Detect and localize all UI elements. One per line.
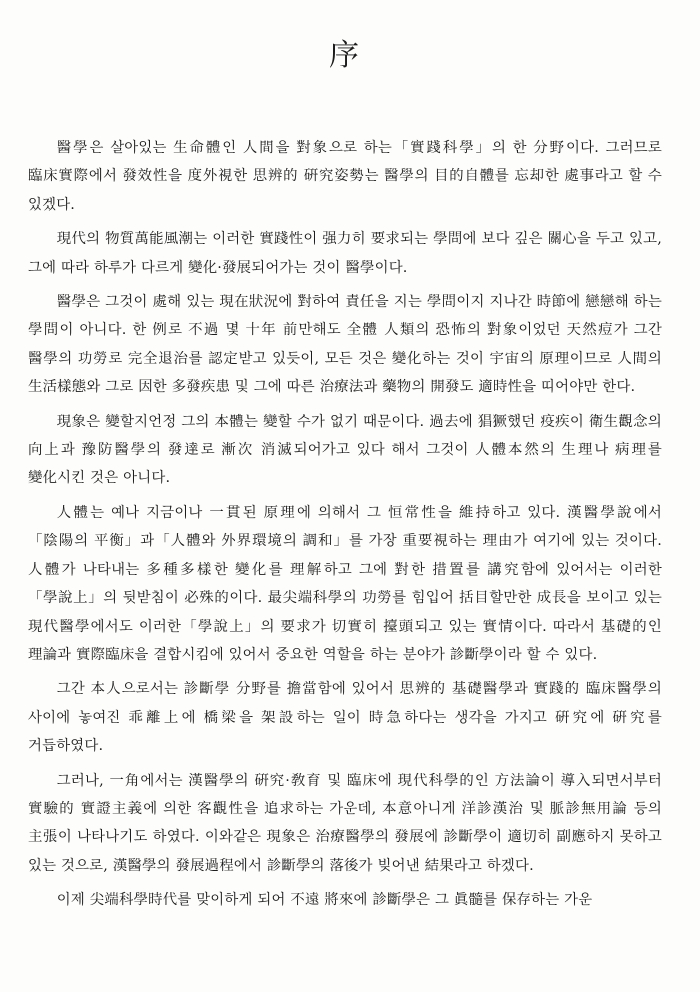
paragraph: 現代의 物質萬能風潮는 이러한 實踐性이 强力히 要求되는 學問에 보다 깊은 關心을 두고 있고, 그에 따라 하루가 다르게 變化·發展되어가는 것이 醫學이다. (28, 231, 662, 276)
paragraph: 醫學은 살아있는 生命體인 人間을 對象으로 하는「實踐科學」의 한 分野이다. 그러므로 臨床實際에서 發效性을 度外視한 思辨的 硏究姿勢는 醫學의 目的自體를 忘却한 處事라고 할 수 있겠다. (28, 140, 662, 213)
paragraph: 醫學은 그것이 處해 있는 現在狀況에 對하여 責任을 지는 學問이지 지나간 時節에 戀戀해 하는 學問이 아니다. 한 例로 不過 몇 十年 前만해도 全體 人類의 恐怖의 對象이었던 天然痘가 그간 醫學의 功勞로 完全退治를 認定받고 있듯이, 모든 것은 變化하는 것이 宇宙의 原理이므로 人間의 生活樣態와 그로 因한 多發疾患 및 그에 따른 治療法과 藥物의 開發도 適時性을 띠어야만 한다. (28, 294, 662, 396)
paragraph: 이제 尖端科學時代를 맞이하게 되어 不遠 將來에 診斷學은 그 眞髓를 保存하는 가운 (56, 892, 593, 909)
paragraph: 그러나, 一角에서는 漢醫學의 硏究·敎育 및 臨床에 現代科學的인 方法論이 導入되면서부터 實驗的 實證主義에 의한 客觀性을 追求하는 가운데, 本意아니게 洋診漢治 및 脈診無用論 등의 主張이 나타나기도 하였다. 이와같은 現象은 治療醫學의 發展에 診斷學이 適切히 副應하지 못하고 있는 것으로, 漢醫學의 發展過程에서 診斷學의 落後가 빚어낸 結果라고 하겠다. (28, 772, 662, 874)
paragraph: 그간 本人으로서는 診斷學 分野를 擔當함에 있어서 思辨的 基礎醫學과 實踐的 臨床醫學의 사이에 놓여진 乖離上에 橋梁을 架設하는 일이 時急하다는 생각을 가지고 硏究에 硏究를 거듭하였다. (28, 681, 662, 755)
paragraph: 人體는 예나 지금이나 一貫된 原理에 의해서 그 恒常性을 維持하고 있다. 漢醫學說에서「陰陽의 平衡」과「人體와 外界環境의 調和」를 가장 重要視하는 理由가 여기에 있는 것이다. 人體가 나타내는 多種多樣한 變化를 理解하고 그에 對한 措置를 講究함에 있어서는 이러한「學說上」의 뒷받침이 必殊的이다. 最尖端科學의 功勞를 힘입어 括目할만한 成長을 보이고 있는 現代醫學에서도 이러한「學說上」의 要求가 切實히 擡頭되고 있는 實情이다. 따라서 基礎的인 理論과 實際臨床을 결합시킴에 있어서 중요한 역할을 하는 분야가 診斷學이라 할 수 있다. (28, 504, 662, 663)
body-text (28, 134, 662, 915)
page-title: 序 (329, 38, 361, 73)
paragraph: 現象은 變할지언정 그의 本體는 變할 수가 없기 때문이다. 過去에 猖獗했던 疫疾이 衛生觀念의 向上과 豫防醫學의 發達로 漸次 消滅되어가고 있다 해서 그것이 人體本然의 生理나 病理를 變化시킨 것은 아니다. (28, 413, 662, 487)
